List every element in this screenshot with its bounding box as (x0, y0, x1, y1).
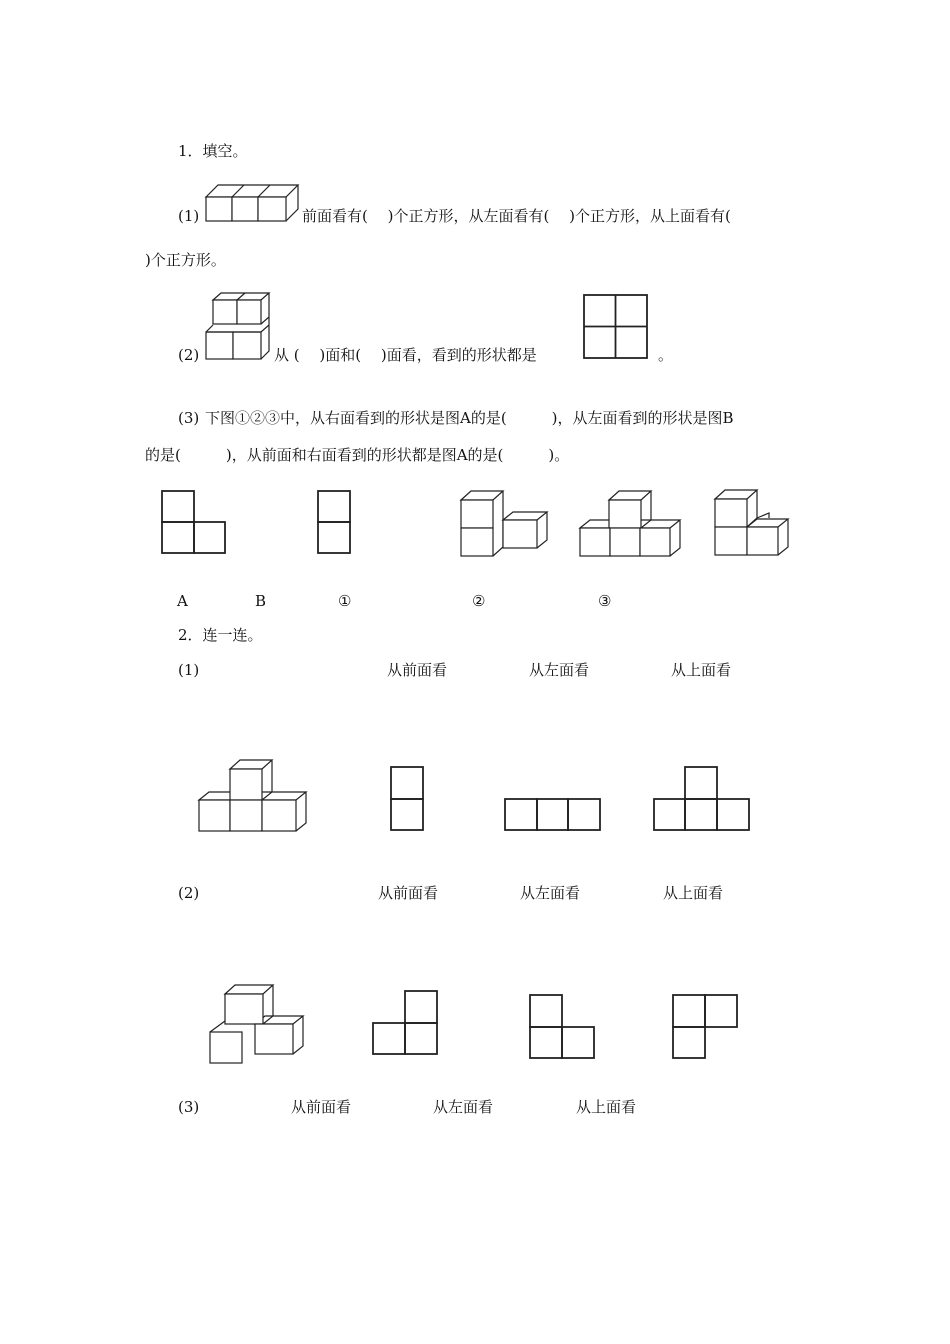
q2-part2-view-front: 从前面看 (378, 884, 439, 902)
cube-row-of-three-figure (205, 183, 300, 223)
q2-part3-view-left: 从左面看 (433, 1098, 494, 1116)
q2-part2-view-left: 从左面看 (520, 884, 581, 902)
q2-part1-view-left: 从左面看 (529, 661, 590, 679)
label-circle-3: ③ (598, 592, 612, 610)
q2-part1-view-front: 从前面看 (387, 661, 448, 679)
q1-p1-text-line2: )个正方形。 (145, 251, 226, 269)
q2-part3-view-front: 从前面看 (291, 1098, 352, 1116)
q1-p3-number: (3) (178, 409, 200, 427)
q1-p2-text: 从 ( )面和( )面看，看到的形状都是 (274, 346, 537, 364)
q2-part1-option-row-3 (504, 798, 604, 834)
q2-part2-option-l-top (672, 994, 740, 1062)
q2-part3-view-top: 从上面看 (576, 1098, 637, 1116)
cube-stack-2x2-figure (205, 292, 275, 362)
label-A: A (177, 592, 188, 610)
q1-p1-number: (1) (178, 207, 200, 225)
q1-p1-text-line1: 前面看有( )个正方形，从左面看有( )个正方形，从上面看有( (302, 207, 731, 225)
label-B: B (255, 592, 267, 610)
q1-title: 1．填空。 (178, 142, 248, 160)
q1-p3-text-line1: 下图①②③中，从右面看到的形状是图A的是( )，从左面看到的形状是图B (205, 409, 734, 427)
q2-part2-number: (2) (178, 884, 200, 902)
q2-part1-view-top: 从上面看 (671, 661, 732, 679)
figure-B-view (316, 489, 352, 557)
q2-part1-solid-figure (198, 759, 310, 835)
q2-part1-number: (1) (178, 661, 200, 679)
q2-part1-option-column-2 (390, 766, 426, 834)
solid-1-figure (459, 490, 551, 560)
solid-2-figure (579, 489, 685, 561)
q1-p2-text-end: 。 (658, 346, 674, 364)
q2-part2-option-l-right (372, 990, 440, 1058)
q1-p3-text-line2: 的是( )，从前面和右面看到的形状都是图A的是( )。 (145, 446, 570, 464)
q1-p2-number: (2) (178, 346, 200, 364)
q2-part3-number: (3) (178, 1098, 200, 1116)
solid-3-figure (714, 489, 794, 561)
q2-part1-option-t-shape (653, 766, 753, 834)
q2-part2-view-top: 从上面看 (663, 884, 724, 902)
q2-part2-option-l-left (529, 994, 597, 1062)
q2-title: 2．连一连。 (178, 626, 263, 644)
square-2x2-view-figure (583, 294, 649, 360)
q2-part2-solid-figure (209, 984, 309, 1066)
figure-A-view (160, 489, 228, 557)
label-circle-2: ② (472, 592, 486, 610)
label-circle-1: ① (338, 592, 352, 610)
